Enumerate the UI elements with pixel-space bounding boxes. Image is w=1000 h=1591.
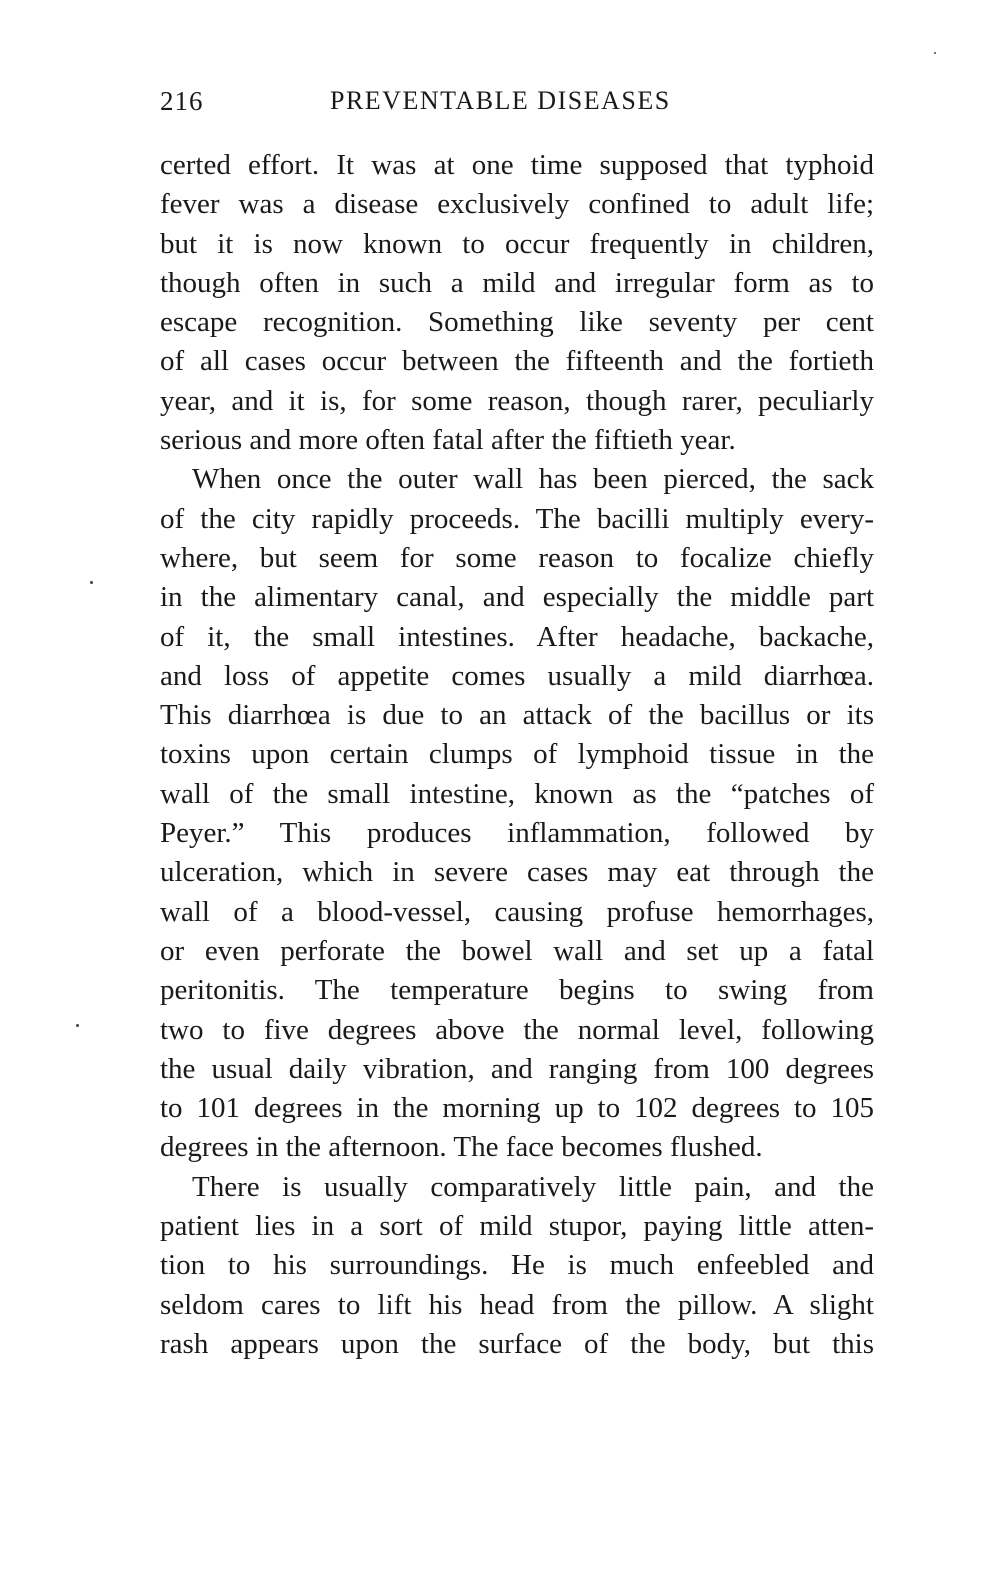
- text-line: in the alimentary canal, and especially the middle part: [160, 581, 874, 614]
- text-line: of all cases occur between the fifteenth and the fortieth: [160, 345, 874, 378]
- text-line: and loss of appetite comes usually a mild diarrhœa.: [160, 659, 874, 692]
- paragraph-2: [160, 460, 874, 1167]
- text-line: two to five degrees above the normal level, following: [160, 1013, 874, 1046]
- text-line: When once the outer wall has been pierced, the sack: [192, 463, 874, 496]
- text-line: This diarrhœa is due to an attack of the bacillus or its: [160, 699, 874, 732]
- text-line: but it is now known to occur frequently in children,: [160, 227, 874, 260]
- text-line: There is usually comparatively little pain, and the: [192, 1170, 874, 1203]
- text-line: fever was a disease exclusively confined to adult life;: [160, 188, 874, 221]
- text-line: tion to his surroundings. He is much enfeebled and: [160, 1249, 874, 1282]
- scan-speck: [90, 581, 93, 584]
- text-line: seldom cares to lift his head from the pillow. A slight: [160, 1288, 874, 1321]
- text-line: year, and it is, for some reason, though rarer, peculiarly: [160, 384, 874, 417]
- text-line: wall of the small intestine, known as the “patches of: [160, 777, 874, 810]
- scan-speck: [76, 1024, 79, 1027]
- text-line: or even perforate the bowel wall and set up a fatal: [160, 934, 874, 967]
- text-line: where, but seem for some reason to focalize chiefly: [160, 541, 874, 574]
- text-line: to 101 degrees in the morning up to 102 degrees to 105: [160, 1092, 874, 1125]
- text-line: certed effort. It was at one time supposed that typhoid: [160, 149, 874, 181]
- text-line: the usual daily vibration, and ranging from 100 degrees: [160, 1052, 874, 1085]
- paragraph-3: [160, 1168, 874, 1364]
- text-line: toxins upon certain clumps of lymphoid tissue in the: [160, 738, 874, 771]
- text-line: rash appears upon the surface of the body, but this: [160, 1327, 874, 1360]
- scan-speck: [934, 52, 936, 54]
- paragraph-1: [160, 146, 874, 460]
- text-line: serious and more often fatal after the fiftieth year.: [160, 424, 736, 457]
- text-line: of it, the small intestines. After headache, backache,: [160, 620, 874, 653]
- text-line: escape recognition. Something like seventy per cent: [160, 306, 874, 339]
- page-number: 216: [160, 86, 204, 116]
- body-text: [160, 146, 874, 1364]
- text-line: degrees in the afternoon. The face becomes flushed.: [160, 1131, 763, 1164]
- text-line: ulceration, which in severe cases may eat through the: [160, 856, 874, 889]
- text-line: wall of a blood-vessel, causing profuse hemorrhages,: [160, 895, 874, 928]
- text-line: patient lies in a sort of mild stupor, paying little atten-: [160, 1210, 874, 1243]
- text-line: Peyer.” This produces inflammation, followed by: [160, 817, 874, 850]
- running-title: PREVENTABLE DISEASES: [330, 86, 671, 115]
- text-line: of the city rapidly proceeds. The bacilli multiply every-: [160, 502, 874, 535]
- page-header: [160, 86, 874, 126]
- text-line: peritonitis. The temperature begins to swing from: [160, 974, 874, 1007]
- text-line: though often in such a mild and irregular form as to: [160, 266, 874, 299]
